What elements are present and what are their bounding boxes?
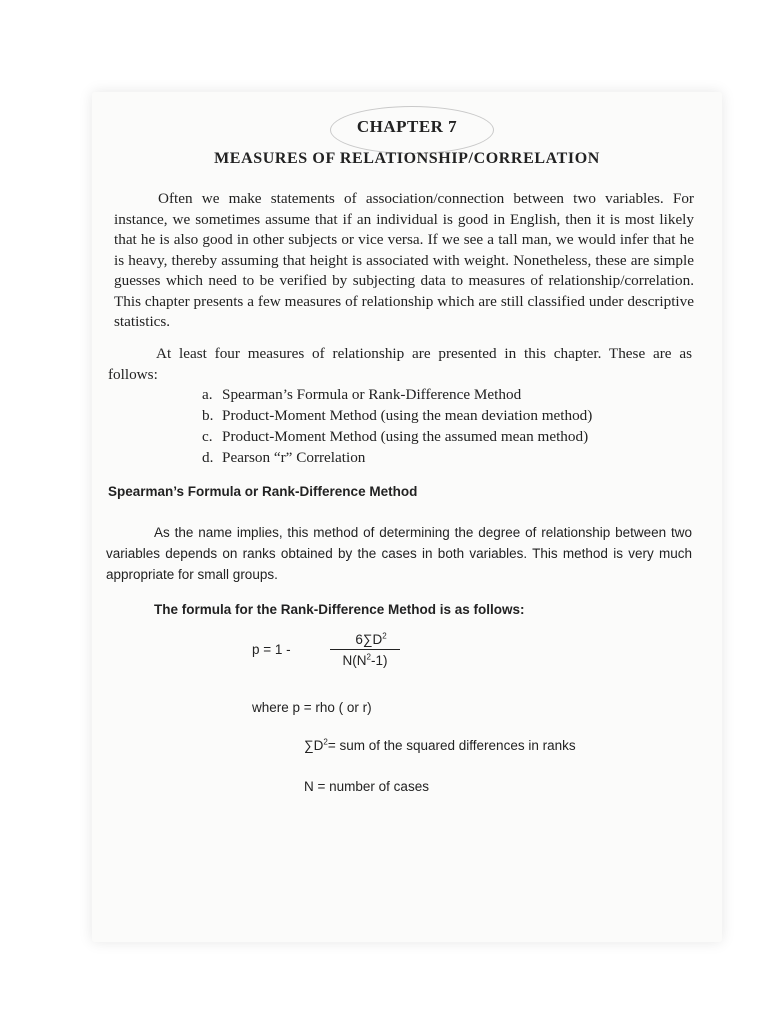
list-item: a. Spearman’s Formula or Rank-Difference Method [202,386,522,403]
chapter-title: MEASURES OF RELATIONSHIP/CORRELATION [214,150,600,167]
measures-intro-paragraph [108,344,692,385]
list-item: c. Product-Moment Method (using the assumed mean method) [202,428,589,445]
spearman-description-text: As the name implies, this method of determining the degree of relationship between two variables depends on ranks obtained by the cases in both variables. This method is very much appropriate for small groups. [106,525,692,582]
formula-fraction [330,632,400,668]
measures-list [202,384,592,468]
formula-lhs: p = 1 - [252,642,291,657]
definition-number-of-cases: N = number of cases [304,779,429,794]
spearman-description [106,522,692,585]
formula-numerator: $6\sum D^2$ [330,632,400,650]
document-page [92,92,722,942]
measures-intro-text: At least four measures of relationship are presented in this chapter. These are as follows: [108,345,692,383]
intro-paragraph-text: Often we make statements of association/connection between two variables. For instance, we sometimes assume that if an individual is good in English, then it is most likely that he is also good in other subjects or vice versa. If we see a tall man, we would infer that he is heavy, thereby assuming that height is associated with weight. Nonetheless, these are simple guesses which need to be verified by subjecting data to measures of relationship/correlation. This chapter presents a few measures of relationship which are still classified under descriptive statistics. [114,190,694,330]
section-heading: Spearman’s Formula or Rank-Difference Method [108,484,418,499]
intro-paragraph [114,189,694,333]
formula-where-line: where p = rho ( or r) [252,700,372,715]
formula-intro: The formula for the Rank-Difference Method is as follows: [154,602,525,617]
chapter-number: CHAPTER 7 [356,117,458,136]
definition-sum-squared-differences: $\sum D^2=$ sum of the squared differences in ranks [304,737,576,753]
list-item: b. Product-Moment Method (using the mean deviation method) [202,407,593,424]
list-item: d. Pearson “r” Correlation [202,449,366,466]
formula-denominator: $N(N^2-1)$ [342,652,388,668]
